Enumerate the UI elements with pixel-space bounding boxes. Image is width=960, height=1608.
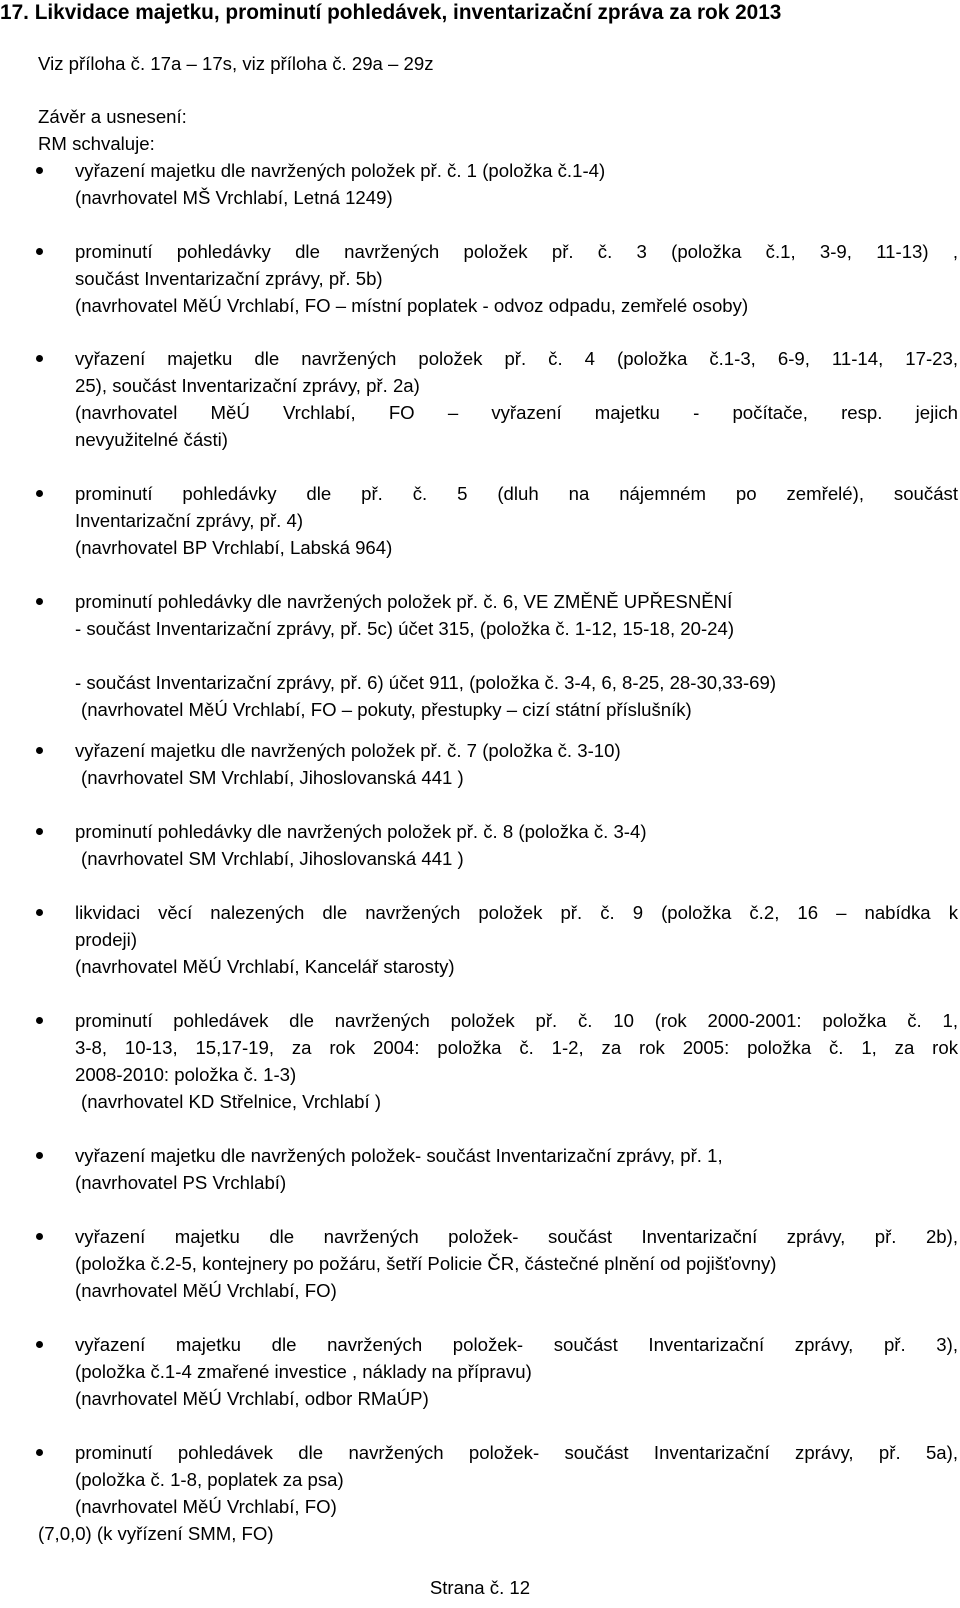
bullet-icon: [36, 1449, 43, 1456]
bullet-icon: [36, 355, 43, 362]
resolution-item-text: prominutí pohledávek dle navržených položek př. č. 10 (rok 2000-2001: položka č. 1, 3-8, 10-13, 15,17-19, za rok 2004: položka č. 1-2, za rok 2005: položka č. 1, za rok 2008-2010: položka č. 1-3) (navrhovatel KD Střelnice, Vrchlabí ): [75, 1010, 958, 1112]
resolution-item-text: vyřazení majetku dle navržených položek- součást Inventarizační zprávy, př. 1, (navrhovatel PS Vrchlabí): [75, 1145, 723, 1193]
bullet-icon: [36, 747, 43, 754]
page-number: Strana č. 12: [429, 1577, 531, 1598]
resolution-item-text: vyřazení majetku dle navržených položek- součást Inventarizační zprávy, př. 3), (položka č.1-4 zmařené investice , náklady na přípravu) (navrhovatel MěÚ Vrchlabí, odbor RMaÚP): [75, 1334, 958, 1409]
bullet-icon: [36, 1233, 43, 1240]
approves-label: RM schvaluje:: [38, 133, 155, 154]
resolution-item-text: vyřazení majetku dle navržených položek př. č. 1 (položka č.1-4) (navrhovatel MŠ Vrchlabí, Letná 1249): [75, 160, 606, 208]
resolution-item-text: vyřazení majetku dle navržených položek- součást Inventarizační zprávy, př. 2b), (položka č.2-5, kontejnery po požáru, šetří Policie ČR, částečné plnění od pojišťovny) (navrhovatel MěÚ Vrchlabí, FO): [75, 1226, 958, 1301]
resolution-item-text: prominutí pohledávky dle př. č. 5 (dluh na nájemném po zemřelé), součást Inventarizační zprávy, př. 4) (navrhovatel BP Vrchlabí, Labská 964): [75, 483, 958, 558]
resolution-item-text: prominutí pohledávky dle navržených položek př. č. 6, VE ZMĚNĚ UPŘESNĚNÍ - součást Inventarizační zprávy, př. 5c) účet 315, (položka č. 1-12, 15-18, 20-24) - součást Inventarizační zprávy, př. 6) účet 911, (položka č. 3-4, 6, 8-25, 28-30,33-69) (navrhovatel MěÚ Vrchlabí, FO – pokuty, přestupky – cizí státní příslušník): [75, 591, 777, 720]
attachment-reference: Viz příloha č. 17a – 17s, viz příloha č. 29a – 29z: [38, 53, 434, 74]
resolution-item-text: prominutí pohledávek dle navržených položek- součást Inventarizační zprávy, př. 5a), (položka č. 1-8, poplatek za psa) (navrhovatel MěÚ Vrchlabí, FO): [75, 1442, 958, 1517]
bullet-icon: [36, 167, 43, 174]
bullet-icon: [36, 490, 43, 497]
resolution-item-text: likvidaci věcí nalezených dle navržených položek př. č. 9 (položka č.2, 16 – nabídka k prodeji) (navrhovatel MěÚ Vrchlabí, Kancelář starosty): [75, 902, 958, 977]
bullet-icon: [36, 248, 43, 255]
resolution-item-text: vyřazení majetku dle navržených položek př. č. 7 (položka č. 3-10) (navrhovatel SM Vrchlabí, Jihoslovanská 441 ): [75, 740, 621, 788]
bullet-icon: [36, 1017, 43, 1024]
bullet-icon: [36, 1152, 43, 1159]
resolution-item-text: prominutí pohledávky dle navržených položek př. č. 8 (položka č. 3-4) (navrhovatel SM Vrchlabí, Jihoslovanská 441 ): [75, 821, 647, 869]
bullet-icon: [36, 909, 43, 916]
vote-result: (7,0,0) (k vyřízení SMM, FO): [38, 1523, 274, 1544]
resolution-item-text: vyřazení majetku dle navržených položek př. č. 4 (položka č.1-3, 6-9, 11-14, 17-23, 25), součást Inventarizační zprávy, př. 2a) (navrhovatel MěÚ Vrchlabí, FO – vyřazení majetku - počítače, resp. jejich nevyužitelné části): [75, 348, 958, 450]
conclusion-label: Závěr a usnesení:: [38, 106, 187, 127]
resolution-item-text: prominutí pohledávky dle navržených položek př. č. 3 (položka č.1, 3-9, 11-13) , součást Inventarizační zprávy, př. 5b) (navrhovatel MěÚ Vrchlabí, FO – místní poplatek - odvoz odpadu, zemřelé osoby): [75, 241, 958, 316]
bullet-icon: [36, 598, 43, 605]
section-heading: 17. Likvidace majetku, prominutí pohledávek, inventarizační zpráva za rok 2013: [0, 1, 782, 24]
bullet-icon: [36, 1341, 43, 1348]
bullet-icon: [36, 828, 43, 835]
